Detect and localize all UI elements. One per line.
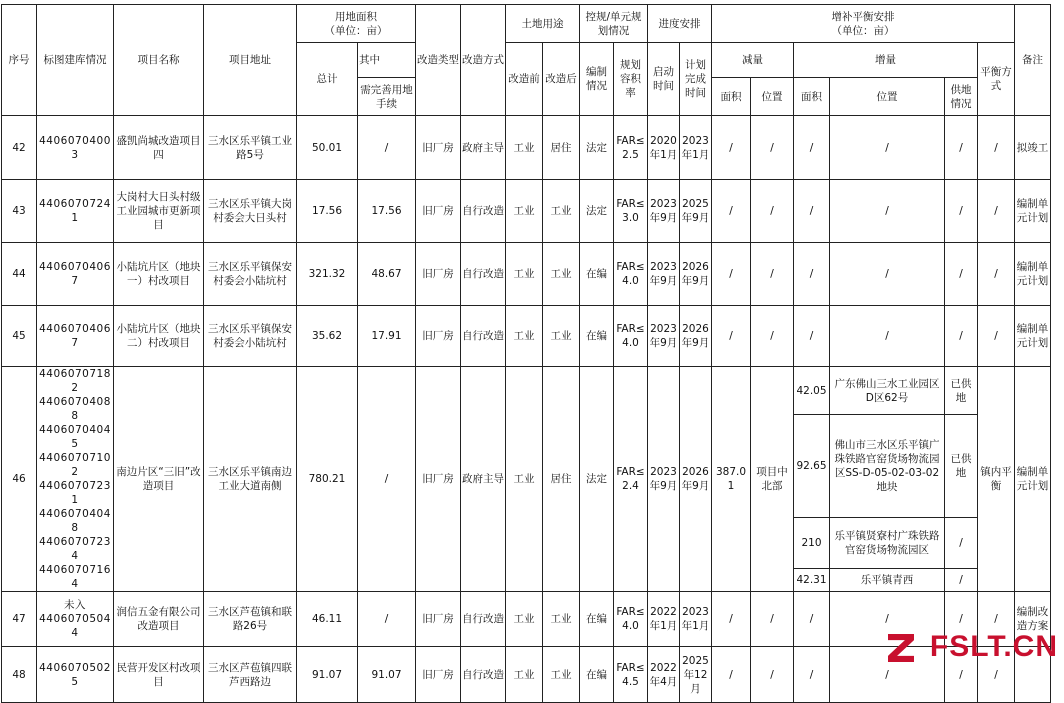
header-reno-type: 改造类型	[416, 5, 461, 116]
cell-balance-mode: /	[978, 647, 1015, 703]
cell-decrease-location: /	[751, 647, 794, 703]
cell-supply: 已供地	[945, 415, 978, 518]
cell-balance-mode: /	[978, 306, 1015, 367]
cell-increase-area: 42.05	[794, 367, 830, 415]
cell-far: FAR≤2.5	[614, 116, 648, 180]
header-increase: 增量	[794, 43, 978, 78]
cell-type: 旧厂房	[416, 116, 461, 180]
cell-finish: 2025年9月	[680, 180, 712, 243]
cell-supply: /	[945, 592, 978, 647]
cell-decrease-area: /	[712, 116, 751, 180]
cell-before: 工业	[506, 647, 543, 703]
cell-after: 居住	[543, 367, 580, 592]
cell-project-name: 民营开发区村改项目	[114, 647, 204, 703]
header-balance: 增补平衡安排 （单位：亩）	[712, 5, 1015, 43]
cell-seq: 46	[2, 367, 37, 592]
cell-map-code: 44060704003	[37, 116, 114, 180]
cell-start: 2023年9月	[648, 243, 680, 306]
cell-before: 工业	[506, 180, 543, 243]
header-start: 启动时间	[648, 43, 680, 116]
cell-decrease-location: 项目中北部	[751, 367, 794, 592]
cell-finish: 2025年12月	[680, 647, 712, 703]
header-decrease: 减量	[712, 43, 794, 78]
cell-address: 三水区芦苞镇四联芦西路边	[204, 647, 297, 703]
cell-far: FAR≤4.0	[614, 243, 648, 306]
cell-increase-area: /	[794, 306, 830, 367]
cell-map-code: 44060707241	[37, 180, 114, 243]
cell-start: 2023年9月	[648, 306, 680, 367]
cell-supply: /	[945, 116, 978, 180]
cell-need: 17.56	[358, 180, 416, 243]
cell-increase-area: /	[794, 180, 830, 243]
cell-before: 工业	[506, 306, 543, 367]
cell-increase-location: /	[830, 306, 945, 367]
cell-increase-location: /	[830, 116, 945, 180]
cell-seq: 42	[2, 116, 37, 180]
cell-mode: 政府主导	[461, 116, 506, 180]
cell-status: 法定	[580, 180, 614, 243]
watermark: FSLT.CN	[929, 630, 1058, 663]
cell-balance-mode: 镇内平衡	[978, 367, 1015, 592]
cell-increase-area: 92.65	[794, 415, 830, 518]
cell-increase-location: /	[830, 592, 945, 647]
cell-balance-mode: /	[978, 592, 1015, 647]
cell-after: 居住	[543, 116, 580, 180]
cell-supply: 已供地	[945, 367, 978, 415]
cell-decrease-location: /	[751, 243, 794, 306]
cell-before: 工业	[506, 116, 543, 180]
cell-decrease-area: /	[712, 592, 751, 647]
cell-project-name: 润信五金有限公司改造项目	[114, 592, 204, 647]
cell-need: /	[358, 592, 416, 647]
table-row	[2, 306, 1051, 367]
cell-increase-location: 乐平镇贤寮村广珠铁路官窑货场物流园区	[830, 518, 945, 569]
cell-status: 在编	[580, 243, 614, 306]
cell-after: 工业	[543, 306, 580, 367]
cell-address: 三水区乐平镇南边工业大道南侧	[204, 367, 297, 592]
header-increase-location: 位置	[830, 78, 945, 116]
cell-after: 工业	[543, 592, 580, 647]
cell-supply: /	[945, 569, 978, 592]
header-reno-mode: 改造方式	[461, 5, 506, 116]
cell-project-name: 南边片区“三旧”改造项目	[114, 367, 204, 592]
cell-total: 50.01	[297, 116, 358, 180]
cell-increase-location: 乐平镇青西	[830, 569, 945, 592]
cell-supply: /	[945, 243, 978, 306]
cell-remarks: 编制改造方案	[1015, 592, 1051, 647]
cell-decrease-area: 387.01	[712, 367, 751, 592]
cell-address: 三水区乐平镇保安村委会小陆坑村	[204, 306, 297, 367]
cell-project-name: 小陆坑片区（地块二）村改项目	[114, 306, 204, 367]
header-of-which: 其中	[358, 43, 416, 78]
cell-seq: 43	[2, 180, 37, 243]
cell-status: 在编	[580, 647, 614, 703]
header-after: 改造后	[543, 43, 580, 116]
cell-increase-area: 210	[794, 518, 830, 569]
cell-supply: /	[945, 518, 978, 569]
cell-supply: /	[945, 647, 978, 703]
cell-finish: 2026年9月	[680, 243, 712, 306]
cell-increase-area: 42.31	[794, 569, 830, 592]
header-total: 总计	[297, 43, 358, 116]
cell-mode: 自行改造	[461, 647, 506, 703]
header-seq: 序号	[2, 5, 37, 116]
header-finish: 计划完成时间	[680, 43, 712, 116]
cell-mode: 自行改造	[461, 180, 506, 243]
cell-start: 2023年9月	[648, 180, 680, 243]
cell-remarks: 拟竣工	[1015, 116, 1051, 180]
header-increase-area: 面积	[794, 78, 830, 116]
cell-address: 三水区芦苞镇和联路26号	[204, 592, 297, 647]
header-plan-status: 编制情况	[580, 43, 614, 116]
cell-total: 46.11	[297, 592, 358, 647]
cell-increase-location: 广东佛山三水工业园区D区62号	[830, 367, 945, 415]
header-decrease-area: 面积	[712, 78, 751, 116]
cell-remarks: 编制单元计划	[1015, 367, 1051, 592]
cell-decrease-location: /	[751, 180, 794, 243]
cell-increase-location: /	[830, 647, 945, 703]
header-land-area: 用地面积 （单位：亩）	[297, 5, 416, 43]
cell-type: 旧厂房	[416, 367, 461, 592]
cell-need: 17.91	[358, 306, 416, 367]
cell-mode: 自行改造	[461, 592, 506, 647]
cell-map-code: 未入 44060705044	[37, 592, 114, 647]
cell-need: 91.07	[358, 647, 416, 703]
cell-address: 三水区乐平镇工业路5号	[204, 116, 297, 180]
cell-balance-mode: /	[978, 116, 1015, 180]
cell-total: 780.21	[297, 367, 358, 592]
cell-decrease-area: /	[712, 647, 751, 703]
header-project-name: 项目名称	[114, 5, 204, 116]
renovation-project-table	[1, 4, 1051, 703]
cell-finish: 2023年1月	[680, 116, 712, 180]
cell-decrease-area: /	[712, 243, 751, 306]
header-land-use: 土地用途	[506, 5, 580, 43]
cell-remarks: 编制单元计划	[1015, 243, 1051, 306]
table-row	[2, 367, 1051, 415]
cell-total: 35.62	[297, 306, 358, 367]
cell-start: 2020年1月	[648, 116, 680, 180]
cell-balance-mode: /	[978, 180, 1015, 243]
cell-balance-mode: /	[978, 243, 1015, 306]
cell-increase-location: /	[830, 180, 945, 243]
cell-map-code: 44060704067	[37, 243, 114, 306]
cell-project-name: 小陆坑片区（地块一）村改项目	[114, 243, 204, 306]
cell-far: FAR≤4.0	[614, 592, 648, 647]
cell-type: 旧厂房	[416, 306, 461, 367]
cell-before: 工业	[506, 367, 543, 592]
cell-increase-area: /	[794, 647, 830, 703]
header-balance-mode: 平衡方式	[978, 43, 1015, 116]
cell-total: 91.07	[297, 647, 358, 703]
header-need-procedures: 需完善用地手续	[358, 78, 416, 116]
header-map-code: 标图建库情况	[37, 5, 114, 116]
cell-address: 三水区乐平镇保安村委会小陆坑村	[204, 243, 297, 306]
header-address: 项目地址	[204, 5, 297, 116]
header-before: 改造前	[506, 43, 543, 116]
cell-start: 2022年4月	[648, 647, 680, 703]
cell-decrease-location: /	[751, 592, 794, 647]
table-row	[2, 116, 1051, 180]
cell-project-name: 盛凯尚城改造项目四	[114, 116, 204, 180]
cell-decrease-location: /	[751, 116, 794, 180]
cell-map-code: 44060704067	[37, 306, 114, 367]
cell-remarks: 编制单元计划	[1015, 306, 1051, 367]
cell-mode: 自行改造	[461, 243, 506, 306]
header-planning: 控规/单元规划情况	[580, 5, 648, 43]
cell-start: 2022年1月	[648, 592, 680, 647]
cell-status: 法定	[580, 116, 614, 180]
cell-increase-location: 佛山市三水区乐平镇广珠铁路官窑货场物流园区SS-D-05-02-03-02地块	[830, 415, 945, 518]
cell-far: FAR≤2.4	[614, 367, 648, 592]
cell-supply: /	[945, 306, 978, 367]
cell-need: 48.67	[358, 243, 416, 306]
cell-seq: 47	[2, 592, 37, 647]
cell-total: 321.32	[297, 243, 358, 306]
cell-project-name: 大岗村大日头村级工业园城市更新项目	[114, 180, 204, 243]
cell-after: 工业	[543, 180, 580, 243]
cell-need: /	[358, 116, 416, 180]
cell-mode: 政府主导	[461, 367, 506, 592]
cell-type: 旧厂房	[416, 180, 461, 243]
cell-status: 法定	[580, 367, 614, 592]
cell-supply: /	[945, 180, 978, 243]
cell-after: 工业	[543, 647, 580, 703]
cell-finish: 2026年9月	[680, 306, 712, 367]
cell-increase-area: /	[794, 116, 830, 180]
header-decrease-location: 位置	[751, 78, 794, 116]
cell-remarks: 编制单元计划	[1015, 180, 1051, 243]
cell-type: 旧厂房	[416, 243, 461, 306]
cell-seq: 45	[2, 306, 37, 367]
cell-type: 旧厂房	[416, 647, 461, 703]
cell-decrease-area: /	[712, 180, 751, 243]
cell-before: 工业	[506, 243, 543, 306]
header-far: 规划容积率	[614, 43, 648, 116]
cell-mode: 自行改造	[461, 306, 506, 367]
cell-total: 17.56	[297, 180, 358, 243]
cell-type: 旧厂房	[416, 592, 461, 647]
cell-far: FAR≤4.5	[614, 647, 648, 703]
cell-increase-area: /	[794, 592, 830, 647]
cell-before: 工业	[506, 592, 543, 647]
header-remarks: 备注	[1015, 5, 1051, 116]
cell-start: 2023年9月	[648, 367, 680, 592]
cell-after: 工业	[543, 243, 580, 306]
cell-decrease-location: /	[751, 306, 794, 367]
table-row	[2, 243, 1051, 306]
cell-increase-location: /	[830, 243, 945, 306]
table-row	[2, 180, 1051, 243]
cell-status: 在编	[580, 306, 614, 367]
cell-map-code: 44060705025	[37, 647, 114, 703]
cell-finish: 2026年9月	[680, 367, 712, 592]
header-supply: 供地情况	[945, 78, 978, 116]
header-schedule: 进度安排	[648, 5, 712, 43]
cell-far: FAR≤4.0	[614, 306, 648, 367]
cell-address: 三水区乐平镇大岗村委会大日头村	[204, 180, 297, 243]
cell-map-code: 44060707182 44060704088 44060704045 44060707102 44060707231 44060704048 44060707234 44060707164	[37, 367, 114, 592]
cell-decrease-area: /	[712, 306, 751, 367]
cell-status: 在编	[580, 592, 614, 647]
cell-finish: 2023年1月	[680, 592, 712, 647]
cell-increase-area: /	[794, 243, 830, 306]
cell-seq: 44	[2, 243, 37, 306]
cell-seq: 48	[2, 647, 37, 703]
cell-far: FAR≤3.0	[614, 180, 648, 243]
cell-need: /	[358, 367, 416, 592]
